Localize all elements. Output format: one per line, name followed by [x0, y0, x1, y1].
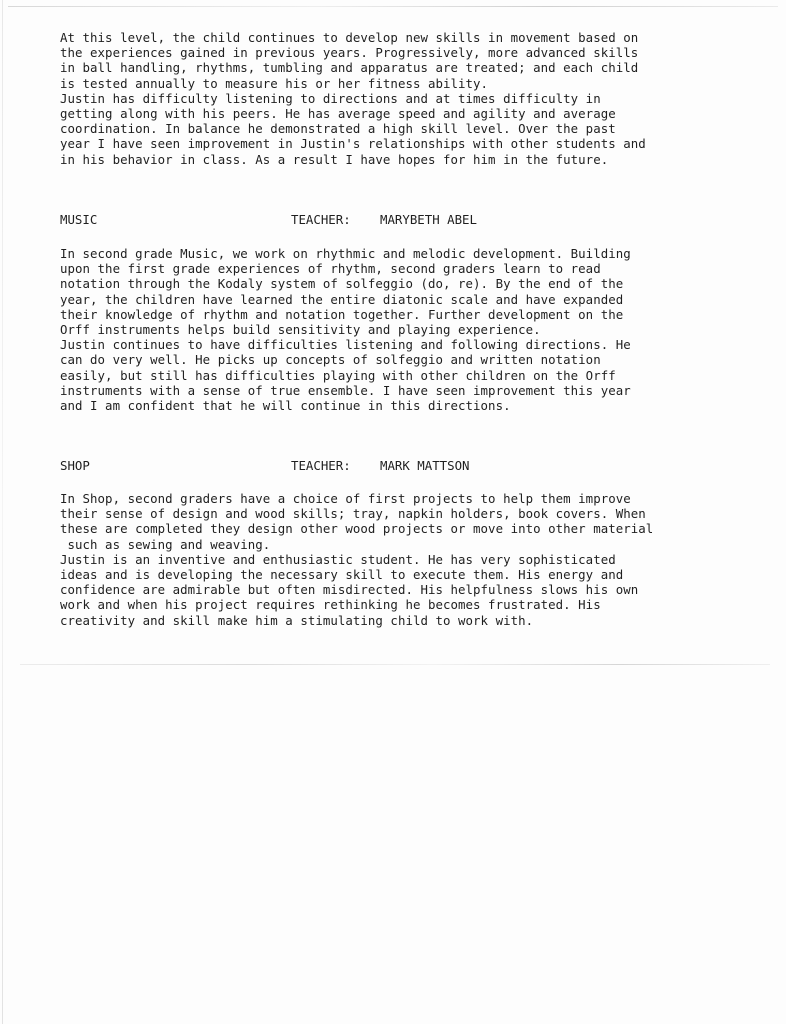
music-header: [60, 212, 680, 228]
music-paragraph: In second grade Music, we work on rhythmic and melodic development. Building upon the first grade experiences of rhythm, second graders learn to read notation through the Kodaly system of solfeggio (do, re). By the end of the year, the children have learned the entire diatonic scale and have expanded their knowledge of rhythm and notation together. Further development on the Orff instruments helps build sensitivity and playing experience. Justin continues to have difficulties listening and following directions. He can do very well. He picks up concepts of solfeggio and written notation easily, but still has difficulties playing with other children on the Orff instruments with a sense of true ensemble. I have seen improvement this year and I am confident that he will continue in this directions.: [60, 246, 631, 414]
shop-teacher-label: TEACHER:: [291, 458, 351, 473]
pe-paragraph: At this level, the child continues to develop new skills in movement based on the experiences gained in previous years. Progressively, more advanced skills in ball handling, rhythms, tumbling and apparatus are treated; and each child is tested annually to measure his or her fitness ability. Justin has difficulty listening to directions and at times difficulty in getting along with his peers. He has average speed and agility and average coordination. In balance he demonstrated a high skill level. Over the past year I have seen improvement in Justin's relationships with other students and in his behavior in class. As a result I have hopes for him in the future.: [60, 30, 646, 167]
music-subject: MUSIC: [60, 212, 98, 227]
music-teacher-name: MARYBETH ABEL: [380, 212, 477, 227]
scan-artifact-top: [8, 6, 778, 7]
shop-paragraph: In Shop, second graders have a choice of first projects to help them improve their sense of design and wood skills; tray, napkin holders, book covers. When these are completed they design other wood projects or move into other material such as sewing and weaving. Justin is an inventive and enthusiastic student. He has very sophisticated ideas and is developing the necessary skill to execute them. His energy and confidence are admirable but often misdirected. His helpfulness slows his own work and when his project requires rethinking he becomes frustrated. His creativity and skill make him a stimulating child to work with.: [60, 491, 654, 628]
scan-artifact-edge: [2, 0, 3, 1024]
shop-subject: SHOP: [60, 458, 90, 473]
scan-artifact-middle: [20, 664, 770, 665]
music-teacher-label: TEACHER:: [291, 212, 351, 227]
shop-header: [60, 458, 680, 474]
shop-teacher-name: MARK MATTSON: [380, 458, 470, 473]
